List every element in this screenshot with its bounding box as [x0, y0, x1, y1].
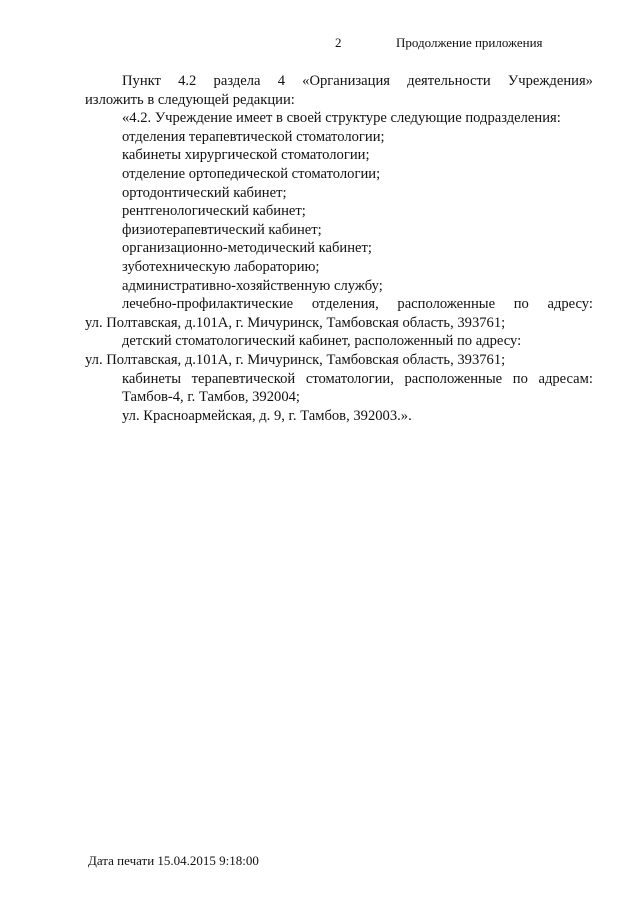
intro-word: Пункт [122, 73, 161, 89]
prevention-word: адресу: [547, 296, 593, 313]
structure-lead: «4.2. Учреждение имеет в своей структуре следующие подразделения: [122, 110, 561, 127]
intro-word: 4.2 [178, 73, 197, 89]
prevention-word: лечебно-профилактические [122, 296, 294, 313]
print-date: Дата печати 15.04.2015 9:18:00 [88, 853, 259, 868]
prevention-word: по [513, 296, 529, 313]
intro-line-1 [85, 72, 593, 91]
intro-word: 4 [277, 73, 285, 89]
list-item: отделение ортопедической стоматологии; [122, 165, 381, 182]
list-item: кабинеты хирургической стоматологии; [122, 147, 370, 164]
intro-word: «Организация [302, 73, 390, 89]
therapy-word: кабинеты [122, 370, 182, 387]
list-item: физиотерапевтический кабинет; [122, 221, 322, 238]
prevention-line [85, 295, 593, 314]
list-item: организационно-методический кабинет; [122, 240, 372, 257]
page-number: 2 [335, 35, 342, 50]
list-item: административно-хозяйственную службу; [122, 277, 383, 294]
prevention-word: расположенные [397, 296, 496, 313]
intro-word: раздела [213, 73, 261, 89]
units-list [85, 128, 593, 295]
list-item: рентгенологический кабинет; [122, 203, 306, 220]
list-item: ортодонтический кабинет; [122, 184, 287, 201]
therapy-word: терапевтической [191, 370, 296, 387]
intro-word: Учреждения» [507, 73, 593, 89]
address-line: ул. Полтавская, д.101А, г. Мичуринск, Тамбовская область, 393761; [85, 314, 506, 331]
therapy-word: стоматологии, [305, 370, 394, 387]
intro-line-2: изложить в следующей редакции: [85, 91, 295, 108]
therapy-line [85, 370, 593, 389]
therapy-word: по [512, 370, 528, 387]
therapy-word: расположенные [404, 370, 503, 387]
address-line: ул. Красноармейская, д. 9, г. Тамбов, 392003.». [122, 407, 412, 424]
intro-word: деятельности [407, 73, 491, 89]
prevention-word: отделения, [311, 296, 379, 313]
document-body [85, 72, 593, 425]
address-line: ул. Полтавская, д.101А, г. Мичуринск, Тамбовская область, 393761; [85, 351, 506, 368]
therapy-word: адресам: [538, 370, 593, 387]
header-title: Продолжение приложения [396, 35, 543, 50]
children-cabinet-line: детский стоматологический кабинет, расположенный по адресу: [122, 333, 522, 350]
list-item: зуботехническую лабораторию; [122, 258, 320, 275]
list-item: отделения терапевтической стоматологии; [122, 128, 385, 145]
address-line: Тамбов-4, г. Тамбов, 392004; [122, 389, 300, 406]
